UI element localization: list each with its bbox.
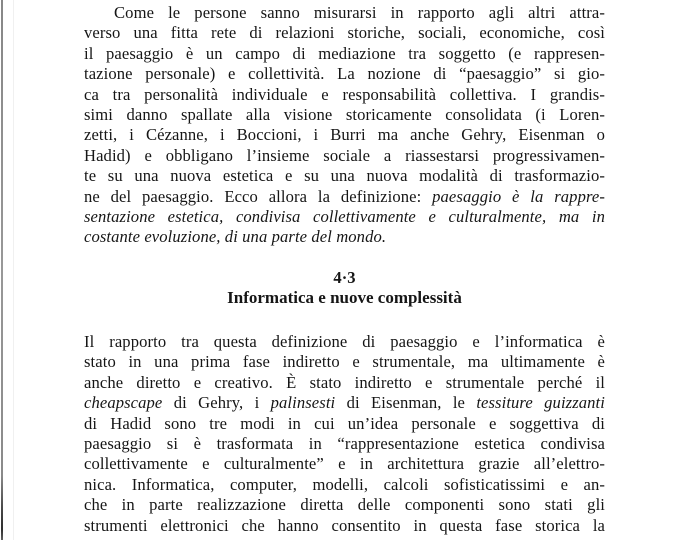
text-line: cheapscape di Gehry, i palinsesti di Eisenman, le tessiture guizzanti <box>84 393 605 413</box>
text-line: paesaggio si è trasformata in “rappresentazione estetica condivisa <box>84 433 605 453</box>
text-line: ne del paesaggio. Ecco allora la definizione: paesaggio è la rappre- <box>84 186 606 206</box>
text-line: costante evoluzione, di una parte del mondo. <box>84 227 387 247</box>
text-line: ca tra personalità individuale e responsabilità collettiva. I grandis- <box>84 84 605 104</box>
text-line: zetti, i Cézanne, i Boccioni, i Burri ma anche Gehry, Eisenman o <box>84 125 605 145</box>
text-line: collettivamente e culturalmente” e in architettura grazie all’elettro- <box>84 454 605 474</box>
text-line: stato in una prima fase indiretto e strumentale, ma ultimamente è <box>84 352 605 372</box>
text-line: Come le persone sanno misurarsi in rapporto agli altri attra- <box>114 3 605 22</box>
text-line: simi danno spallate alla visione storicamente consolidata (i Loren- <box>84 105 605 125</box>
text-line: te su una nuova estetica e su una nuova modalità di trasformazio- <box>84 166 605 186</box>
text-column <box>84 3 605 536</box>
text-line: verso una fitta rete di relazioni storiche, sociali, economiche, così <box>84 23 605 43</box>
text-line: Il rapporto tra questa definizione di paesaggio e l’informatica è <box>84 331 605 351</box>
text-line: che in parte realizzazione diretta delle componenti sono stati gli <box>84 495 605 515</box>
text-line: sentazione estetica, condivisa collettivamente e culturalmente, ma in <box>84 207 605 227</box>
section-title: Informatica e nuove complessità <box>227 287 462 307</box>
text-line: tazione personale) e collettività. La nozione di “paesaggio” si gio- <box>84 64 605 84</box>
section-number: 4·3 <box>333 267 356 287</box>
text-line: nica. Informatica, computer, modelli, calcoli sofisticatissimi e an- <box>84 474 605 494</box>
page-edge-line <box>1 0 3 540</box>
section-heading <box>84 268 605 308</box>
text-line: di Hadid sono tre modi in cui un’idea personale e soggettiva di <box>84 413 605 433</box>
text-line: Hadid) e obbligano l’insieme sociale a riassestarsi progressivamen- <box>84 145 605 165</box>
paragraph-1 <box>84 3 605 248</box>
page-edge-shadow <box>13 0 14 540</box>
text-line: anche diretto e creativo. È stato indiretto e strumentale perché il <box>84 372 605 392</box>
text-line: il paesaggio è un campo di mediazione tra soggetto (e rappresen- <box>84 43 605 63</box>
paragraph-2 <box>84 332 605 536</box>
text-line: strumenti elettronici che hanno consentito in questa fase storica la <box>84 515 605 535</box>
